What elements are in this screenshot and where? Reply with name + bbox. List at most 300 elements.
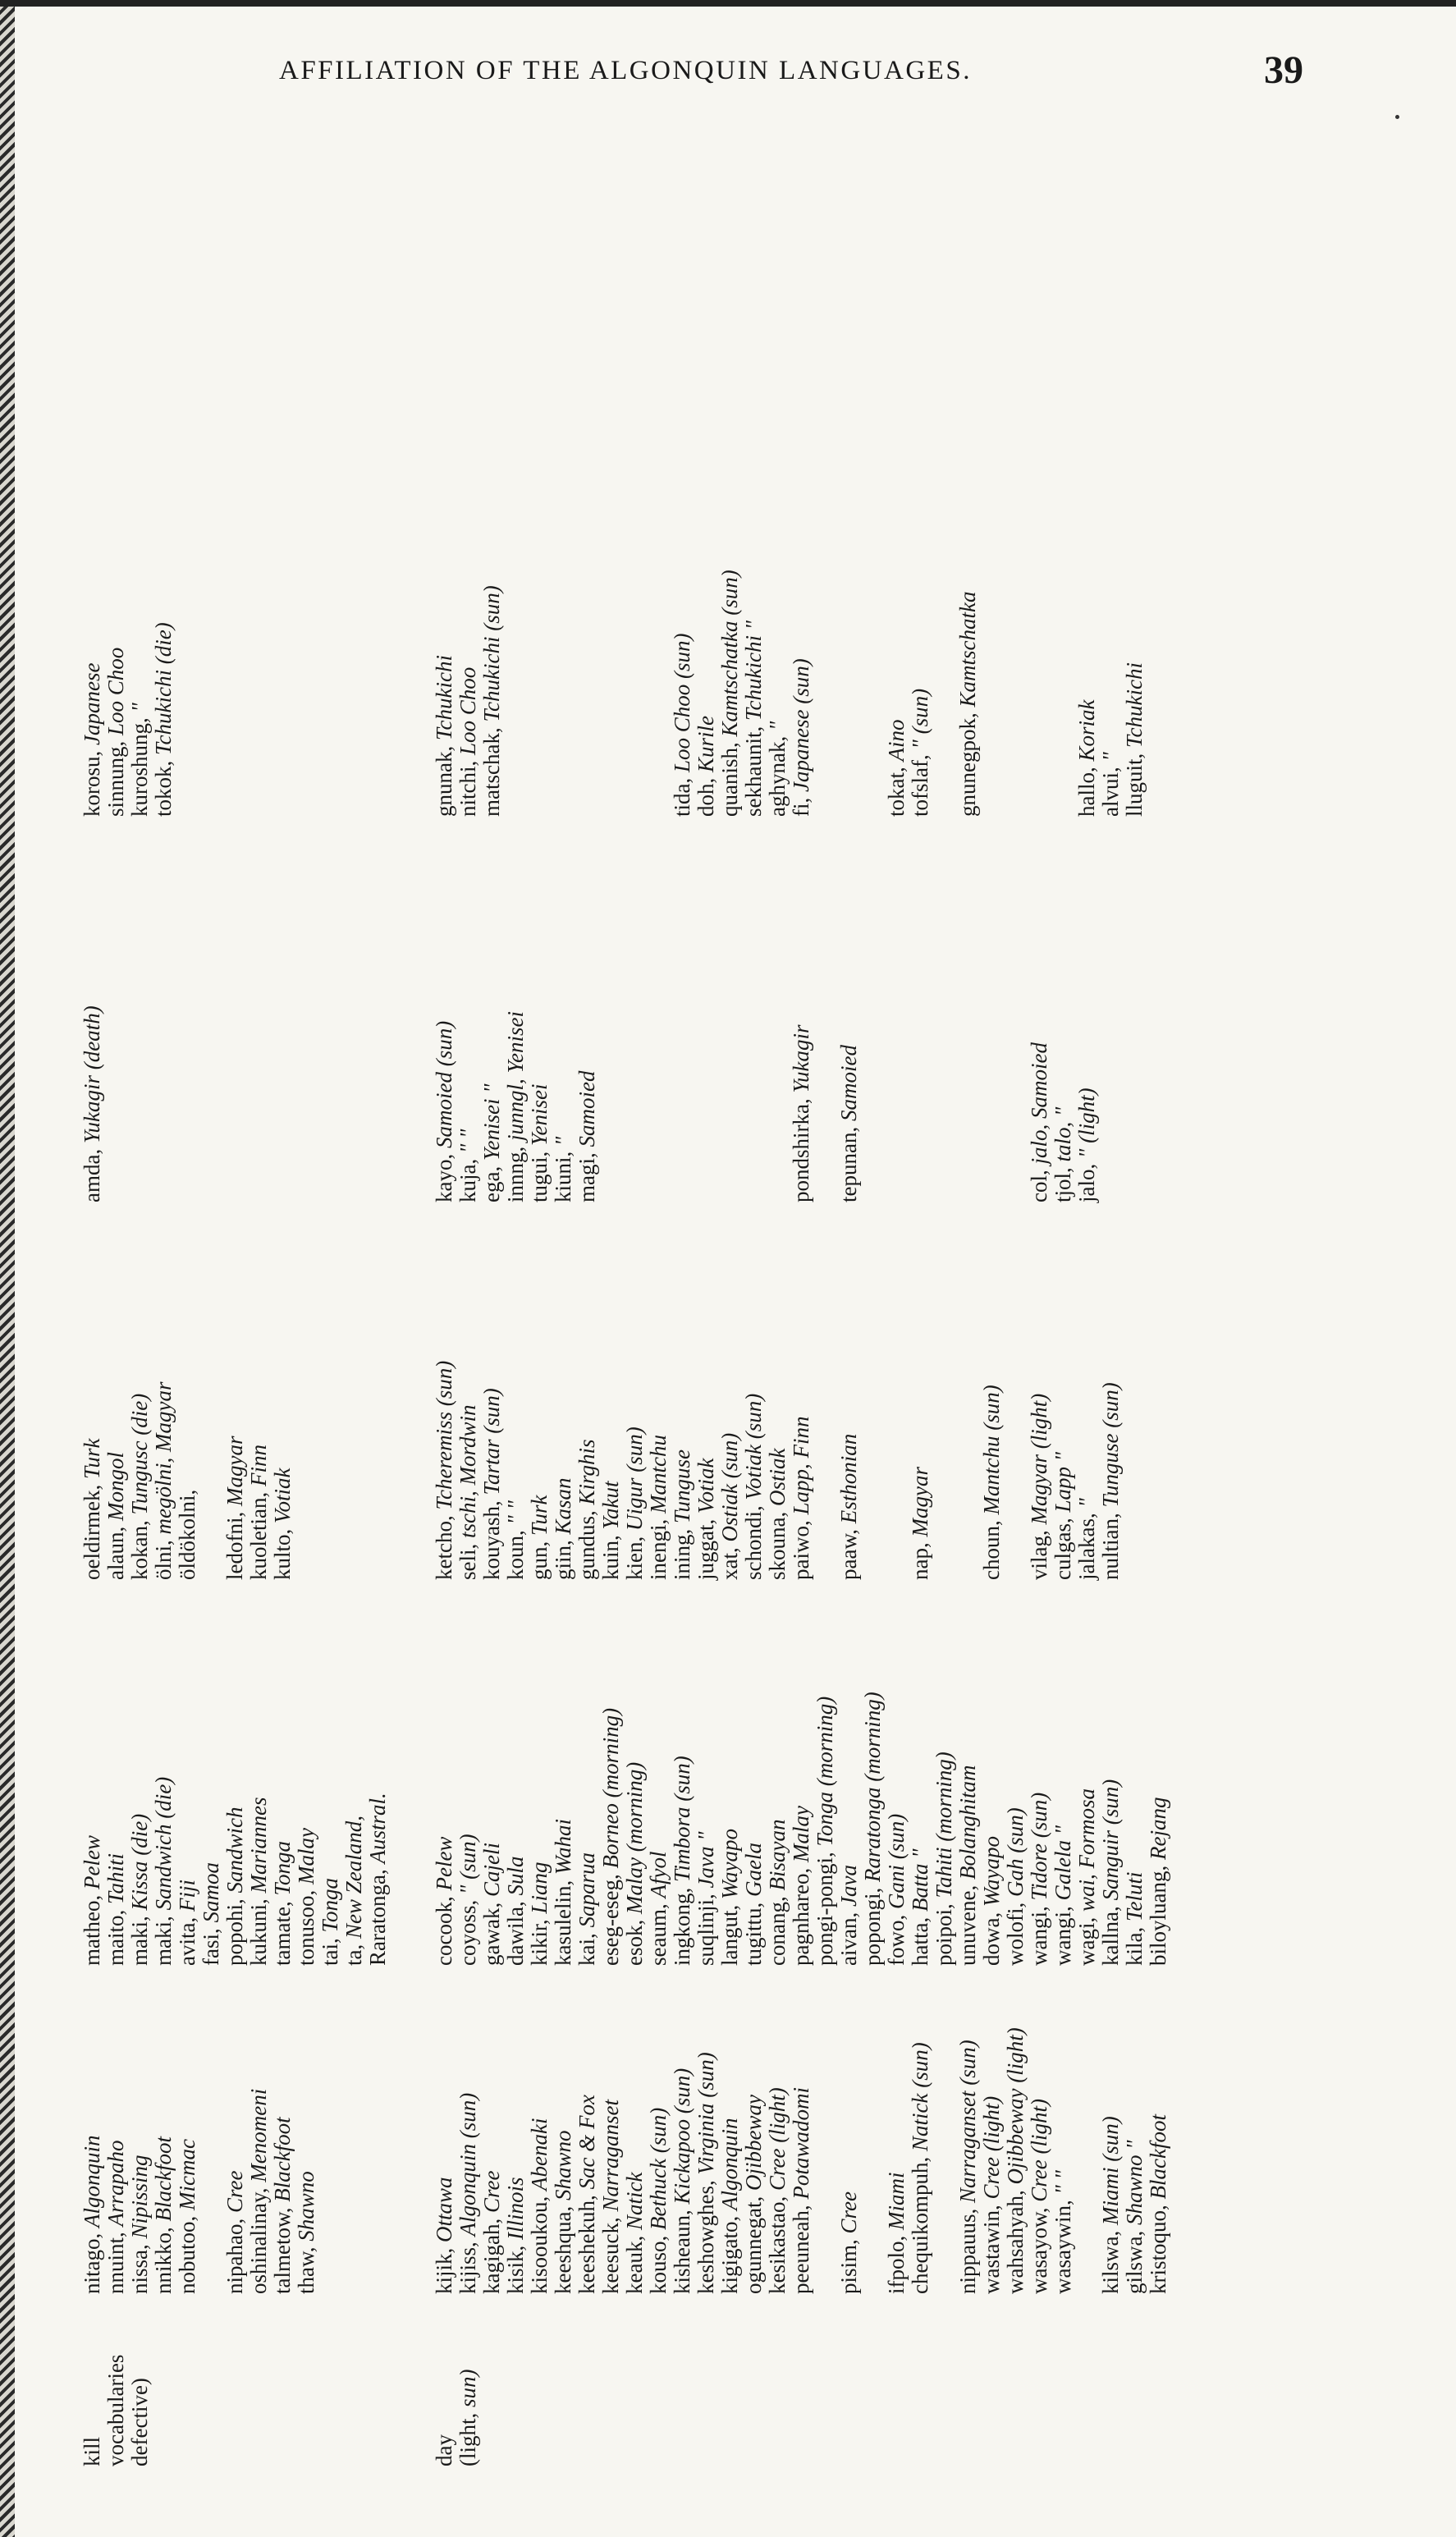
entry-line (813, 1361, 837, 1580)
word-form: coyoss, (456, 1894, 480, 1966)
entry-line (433, 1361, 456, 1580)
word-form: kisheaun, (670, 2204, 694, 2294)
language-name: Fiji (175, 1880, 199, 1912)
entry-line (671, 1361, 694, 1580)
binding-edge (0, 0, 15, 2537)
language-name: megölni, Magyar (151, 1381, 176, 1535)
word-form: kigigato, (717, 2210, 742, 2294)
entry-line (342, 1777, 366, 1966)
page-number: 39 (1264, 48, 1303, 92)
entry-line (932, 1011, 956, 1202)
language-name: Mantchu (sun) (979, 1385, 1004, 1515)
language-name: Wayapo (979, 1836, 1004, 1907)
entry-line (1004, 2027, 1028, 2294)
entry-line (599, 1361, 623, 1580)
word-form: pongi-pongi, (813, 1846, 837, 1966)
word-form: conang, (765, 1890, 790, 1966)
entry-line (980, 1361, 1004, 1580)
entry-line (718, 2027, 742, 2294)
language-name: Cree (836, 2191, 861, 2234)
entry-line (1075, 2027, 1099, 2294)
language-name: Narraganset (598, 2100, 623, 2212)
entry-line (956, 1361, 980, 1580)
word-form: hallo, (1074, 761, 1099, 817)
entry-line (80, 2089, 104, 2294)
language-name: Liang (527, 1862, 552, 1914)
language-name: Sula (503, 1856, 528, 1896)
language-name: Batta " (908, 1848, 932, 1912)
language-name: Wahai (551, 1819, 575, 1875)
word-form: kulto, (270, 1523, 295, 1580)
language-name: Mariannes (246, 1797, 271, 1894)
word-form: tokat, (884, 761, 909, 817)
entry-line (1075, 570, 1099, 817)
entry-line (909, 1361, 932, 1580)
word-form: kristoquo, (1146, 2199, 1170, 2294)
entry-line (790, 1692, 813, 1966)
language-name: Cree (light) (1027, 2099, 1051, 2202)
language-name: " " (456, 1129, 480, 1153)
word-form: kouyash, (479, 1495, 504, 1580)
language-name: Afyol (646, 1851, 671, 1898)
language-name: jalo, Samoied (1027, 1042, 1051, 1165)
entry-line (909, 1011, 932, 1202)
language-name: " (sun) (456, 1834, 480, 1894)
entry-line (909, 2027, 932, 2294)
entry-line (1051, 1692, 1075, 1966)
entry-line (694, 1011, 718, 1202)
word-form: dowa, (979, 1907, 1004, 1966)
word-form: kuoletian, (246, 1486, 271, 1580)
word-form: kukuni, (246, 1893, 271, 1966)
entry-line (599, 1011, 623, 1202)
kill-term-entries (80, 2355, 152, 2466)
word-form: nobutoo, (175, 2210, 199, 2294)
entry-line (247, 2089, 271, 2294)
word-form: gnunak, (432, 740, 456, 817)
day-asiatic-entries (433, 570, 1147, 817)
word-form: kuja, (456, 1153, 480, 1202)
language-name: Votiak (270, 1468, 295, 1523)
word-form: nippauus, (955, 2203, 980, 2294)
word-form: col, (1027, 1164, 1051, 1202)
entry-line (223, 1382, 247, 1580)
language-name: Timbora (sun) (670, 1756, 694, 1882)
language-name: Samoied (836, 1045, 861, 1122)
word-form: giin, (551, 1534, 575, 1580)
language-name: Kissa (die) (127, 1813, 152, 1911)
language-name: Yukagir (death) (80, 1005, 104, 1144)
entry-line (176, 1382, 199, 1580)
entry-line (104, 1382, 128, 1580)
word-form: tida, (670, 772, 694, 817)
entry-line (552, 570, 575, 817)
entry-line (199, 1777, 223, 1966)
language-name: Yenisei " (479, 1083, 504, 1161)
entry-line (766, 2027, 790, 2294)
entry-line (247, 1382, 271, 1580)
entry-line (575, 1011, 599, 1202)
language-name: Shawno (551, 2130, 575, 2201)
language-name: Java " (694, 1831, 718, 1889)
language-name: Yukagir (789, 1024, 813, 1093)
word-form: esok, (622, 1914, 647, 1966)
word-form: wolofi, (1003, 1897, 1028, 1966)
language-name: Malay (294, 1828, 318, 1884)
entry-line (647, 570, 671, 817)
entry-line (1099, 2027, 1123, 2294)
word-form: keshowghes, (694, 2174, 718, 2294)
word-form: paaw, (836, 1523, 861, 1580)
language-name: Nipissing (127, 2155, 152, 2239)
entry-line (956, 2027, 980, 2294)
language-name: Algonquin (80, 2135, 104, 2228)
word-form: kallna, (1098, 1900, 1123, 1966)
entry-line (623, 2027, 647, 2294)
entry-line (295, 1777, 318, 1966)
word-form: schondi, (741, 1500, 766, 1580)
entry-line (671, 2027, 694, 2294)
language-name: Magyar (222, 1436, 247, 1507)
language-name: Cree (479, 2170, 504, 2214)
entry-line (742, 570, 766, 817)
entry-line (480, 1361, 504, 1580)
entry-line (766, 1692, 790, 1966)
word-form: nnuint, (103, 2226, 128, 2294)
language-name: Turk (80, 1438, 104, 1480)
word-form: gawak, (479, 1897, 504, 1966)
word-form: ölni, (151, 1534, 176, 1580)
entry-line (1099, 1361, 1123, 1580)
entry-line (1051, 1011, 1075, 1202)
language-name: Votiak (694, 1458, 718, 1513)
entry-line (528, 1011, 552, 1202)
entry-line (932, 570, 956, 817)
word-form: kiuni, (551, 1145, 575, 1202)
word-form: kuroshung, (127, 712, 152, 817)
word-form: vilag, (1027, 1524, 1051, 1580)
entry-line (128, 2089, 152, 2294)
word-form: kouso, (646, 2229, 671, 2294)
language-name: Algonquin (sun) (456, 2092, 480, 2237)
word-form: wangi, (1051, 1900, 1075, 1966)
entry-line (1004, 1361, 1028, 1580)
word-form: doh, (694, 772, 718, 817)
entry-line (433, 1692, 456, 1966)
language-name: Teluti (1122, 1871, 1147, 1921)
entry-line (528, 570, 552, 817)
language-name: Abenaki (527, 2118, 552, 2191)
entry-line (456, 570, 480, 817)
word-form: ingkong, (670, 1881, 694, 1966)
entry-line (837, 570, 861, 817)
word-form: nitago, (80, 2228, 104, 2294)
entry-line (790, 2027, 813, 2294)
term-line (456, 2370, 480, 2467)
entry-line (456, 2027, 480, 2294)
language-name: Arrapaho (103, 2140, 128, 2227)
language-name: Tonga (270, 1840, 295, 1896)
word-form: fowo, (884, 1909, 909, 1966)
language-name: Aino (884, 719, 909, 762)
entry-line (813, 2027, 837, 2294)
language-name: Galela " (1051, 1825, 1075, 1901)
language-name: Illinois (503, 2177, 528, 2240)
entry-line (247, 1777, 271, 1966)
entry-line (885, 1361, 909, 1580)
word-form: keeshqua, (551, 2200, 575, 2294)
word-form: chequikompuh, (908, 2151, 932, 2294)
language-name: Tidore (sun) (1027, 1792, 1051, 1901)
language-name: Magyar (908, 1467, 932, 1537)
entry-line (694, 1692, 718, 1966)
word-form: culgas, (1051, 1512, 1075, 1580)
entry-line (1123, 1692, 1147, 1966)
language-name: tschi, Mordwin (456, 1404, 480, 1538)
word-form: tugui, (527, 1145, 552, 1202)
entry-line (433, 2027, 456, 2294)
entry-line (1028, 1361, 1051, 1580)
entry-line (480, 1011, 504, 1202)
kill-uralic-entries (80, 1382, 295, 1580)
entry-line (623, 1692, 647, 1966)
language-name: Natick (622, 2172, 647, 2231)
word-form: kagigah, (479, 2213, 504, 2294)
language-name: Potawadomi (789, 2087, 813, 2200)
word-form: cocook, (432, 1890, 456, 1966)
language-name: Uigur (sun) (622, 1426, 647, 1531)
entry-line (295, 2089, 318, 2294)
entry-line (80, 1777, 104, 1966)
language-name: Loo Choo (456, 666, 480, 755)
word-form: sekhaunit, (741, 721, 766, 817)
word-form: ledofni, (222, 1506, 247, 1580)
word-form: peeuneah, (789, 2199, 813, 2294)
language-name: New Zealand, (341, 1815, 366, 1939)
term-line (80, 2355, 104, 2466)
language-name: Wayapo (717, 1829, 742, 1899)
word-form: hatta, (908, 1912, 932, 1966)
language-name: Algonquin (717, 2118, 742, 2210)
entry-line (104, 2089, 128, 2294)
word-form: tokok, (151, 754, 176, 817)
word-form: nultian, (1098, 1507, 1123, 1580)
day-oceanic-entries (433, 1692, 1170, 1966)
entry-line (1051, 2027, 1075, 2294)
entry-line (909, 570, 932, 817)
entry-line (599, 2027, 623, 2294)
word-form: kilswa, (1098, 2225, 1123, 2294)
entry-line (552, 1011, 575, 1202)
language-name: Pelew (80, 1835, 104, 1890)
language-name: sun) (456, 2369, 480, 2407)
language-name: Mongol (103, 1452, 128, 1522)
entry-line (718, 1361, 742, 1580)
language-name: Samoied (sun) (432, 1020, 456, 1149)
word-form: aghynak, (765, 730, 790, 817)
language-name: Malay (morning) (622, 1761, 647, 1914)
word-form: Raratonga, (365, 1863, 390, 1966)
word-form: kuin, (598, 1529, 623, 1580)
word-form: kikir, (527, 1913, 552, 1966)
entry-line (1099, 1692, 1123, 1966)
language-name: Blackfoot (151, 2136, 176, 2222)
word-form: gnunegpok, (955, 707, 980, 817)
word-form: gun, (527, 1536, 552, 1580)
entry-line (480, 570, 504, 817)
entry-line (837, 1361, 861, 1580)
entry-line (671, 570, 694, 817)
entry-line (980, 570, 1004, 817)
word-form: tamate, (270, 1895, 295, 1966)
entry-line (956, 570, 980, 817)
language-name: Ojibbeway (light) (1003, 2027, 1028, 2185)
word-form: wastawin, (979, 2199, 1004, 2294)
entry-line (980, 1011, 1004, 1202)
word-form: koun, (503, 1524, 528, 1580)
language-name: Tonga (morning) (813, 1696, 837, 1847)
language-name: Java (836, 1865, 861, 1907)
language-name: Japanese (80, 662, 104, 745)
word-form: nitchi, (456, 755, 480, 817)
term-line (104, 2355, 128, 2466)
entry-line (271, 1777, 295, 1966)
entry-line (456, 1011, 480, 1202)
entry-line (504, 2027, 528, 2294)
entry-line (1028, 2027, 1051, 2294)
word-form: kien, (622, 1531, 647, 1580)
word-form: avita, (175, 1912, 199, 1966)
word-form: quanish, (717, 736, 742, 817)
entry-line (152, 2089, 176, 2294)
entry-line (861, 1361, 885, 1580)
entry-line (1028, 1011, 1051, 1202)
language-name: Loo Choo (sun) (670, 633, 694, 772)
entry-line (104, 1777, 128, 1966)
entry-line (790, 570, 813, 817)
day-algonquin-entries (433, 2027, 1170, 2294)
entry-line (433, 570, 456, 817)
language-name: Shawno (294, 2171, 318, 2242)
entry-line (152, 1777, 176, 1966)
entry-line (861, 1692, 885, 1966)
language-name: Yenisei (527, 1083, 552, 1146)
language-name: Samoied (575, 1070, 599, 1147)
language-name: Tartar (sun) (479, 1388, 504, 1495)
entry-line (552, 1361, 575, 1580)
language-name: Kamtschatka (sun) (717, 570, 742, 737)
language-name: Sac & Fox (575, 2095, 599, 2190)
word-form: thaw, (294, 2241, 318, 2294)
word-form: fasi, (199, 1922, 223, 1966)
entry-line (885, 2027, 909, 2294)
language-name: junngl, Yenisei (503, 1010, 528, 1141)
word-form: keesuck, (598, 2211, 623, 2294)
word-form: nipahao, (222, 2213, 247, 2294)
language-name: Tchukichi (die) (151, 622, 176, 755)
entry-line (742, 1011, 766, 1202)
language-name: Cree (light) (765, 2087, 790, 2191)
entry-line (104, 622, 128, 817)
entry-line (1004, 1011, 1028, 1202)
rotated-word-table (25, 176, 1289, 2499)
language-name: Blackfoot (1146, 2114, 1170, 2200)
language-name: Tahiti (103, 1852, 128, 1904)
word-form: fi, (789, 792, 813, 817)
word-form: popohi, (222, 1893, 247, 1966)
entry-line (1075, 1361, 1099, 1580)
entry-line (1028, 570, 1051, 817)
word-form: oeldirmek, (80, 1479, 104, 1580)
entry-line (223, 1777, 247, 1966)
word-form: jalakas, (1074, 1507, 1099, 1580)
language-name: Rejang (1146, 1797, 1170, 1860)
entry-line (433, 1011, 456, 1202)
word-form: unuvene, (955, 1880, 980, 1966)
language-name: Votiak (sun) (741, 1393, 766, 1500)
word-form: kasulelin, (551, 1875, 575, 1966)
entry-line (528, 2027, 552, 2294)
word-form: ining, (670, 1523, 694, 1580)
entry-line (766, 570, 790, 817)
language-name: Loo Choo (103, 647, 128, 735)
language-name: Malay (789, 1806, 813, 1863)
word-form: kijiss, (456, 2236, 480, 2294)
language-name: Micmac (175, 2139, 199, 2210)
language-name: Japanese (sun) (789, 658, 813, 792)
language-name: Tunguse (670, 1449, 694, 1523)
word-form: nnikko, (151, 2221, 176, 2294)
word-form: tonusoo, (294, 1884, 318, 1966)
entry-line (552, 2027, 575, 2294)
word-form: tjol, (1051, 1161, 1075, 1202)
language-name: Bethuck (sun) (646, 2107, 671, 2230)
language-name: Kickapoo (sun) (670, 2068, 694, 2205)
kill-asiatic-entries (80, 622, 176, 817)
entry-line (837, 2027, 861, 2294)
entry-line (366, 1777, 390, 1966)
word-form: kai, (575, 1927, 599, 1966)
word-form: gundus, (575, 1504, 599, 1580)
word-form: skouna, (765, 1506, 790, 1580)
entry-line (885, 1011, 909, 1202)
language-name: Shawno " (1122, 2140, 1147, 2225)
entry-line (128, 1777, 152, 1966)
entry-line (456, 1361, 480, 1580)
entry-line (504, 1692, 528, 1966)
word-form: jalo, (1074, 1158, 1099, 1202)
language-name: " (127, 703, 152, 712)
language-name: Kurile (694, 715, 718, 772)
language-name: Lapp " (1051, 1451, 1075, 1513)
word-form: ta, (341, 1939, 366, 1966)
word-form: oshinalinay, (246, 2182, 271, 2294)
language-name: Tunguse (sun) (1098, 1382, 1123, 1508)
word-form: kokan, (127, 1514, 152, 1580)
word-form: kila, (1122, 1921, 1147, 1966)
language-name: " " (503, 1500, 528, 1525)
language-name: wai, Formosa (1074, 1788, 1099, 1912)
word-form: (light, (456, 2407, 480, 2466)
language-name: Gani (sun) (884, 1813, 909, 1909)
word-form: juggat, (694, 1513, 718, 1580)
word-form: korosu, (80, 745, 104, 817)
entry-line (861, 2027, 885, 2294)
entry-line (528, 1692, 552, 1966)
entry-line (647, 1011, 671, 1202)
entry-line (80, 622, 104, 817)
entry-line (932, 1361, 956, 1580)
